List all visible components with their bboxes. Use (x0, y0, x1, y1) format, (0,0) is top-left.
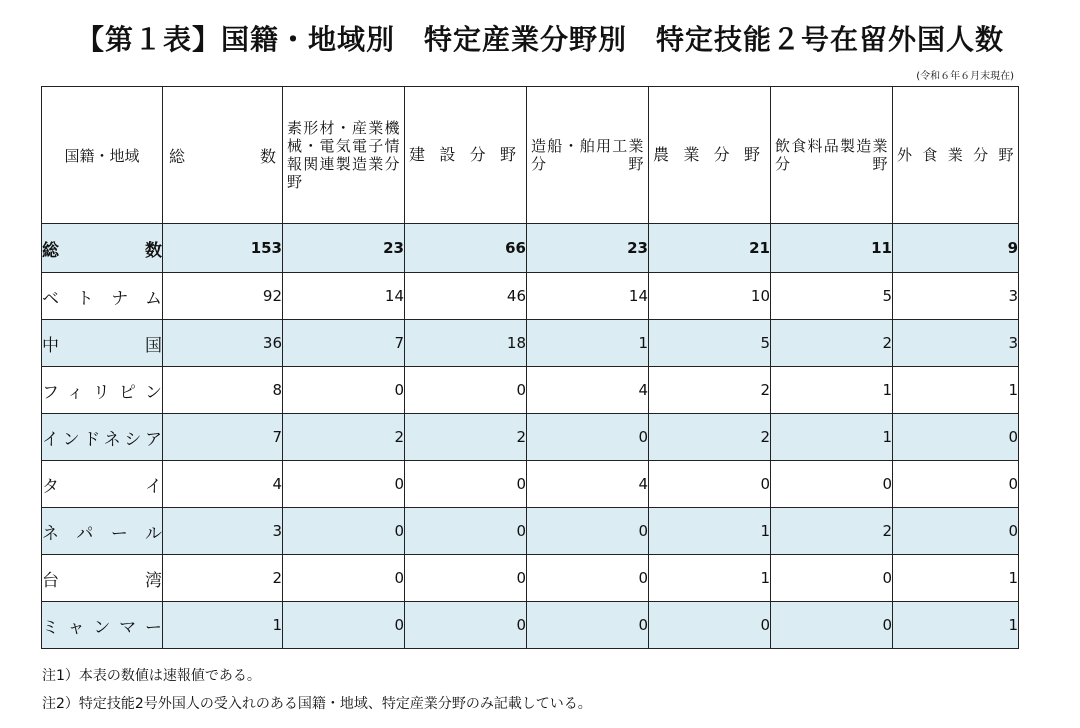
row-category-value: 5 (649, 320, 771, 367)
row-category-value: 1 (893, 367, 1019, 414)
row-category-value: 1 (527, 320, 649, 367)
row-nationality: タイ (42, 461, 163, 508)
row-category-value: 9 (893, 224, 1019, 273)
row-nationality: フィリピン (42, 367, 163, 414)
header-category-label: 造船・舶用工業分野 (531, 137, 644, 173)
header-category-label: 外食業分野 (897, 146, 1014, 164)
row-total-value: 153 (163, 224, 283, 273)
row-category-value: 3 (893, 320, 1019, 367)
row-nationality: インドネシア (42, 414, 163, 461)
row-category-value: 18 (405, 320, 527, 367)
header-total (163, 87, 283, 224)
row-total-value: 3 (163, 508, 283, 555)
row-category-value: 0 (893, 414, 1019, 461)
header-total-left: 総 (169, 146, 186, 166)
table-row (42, 414, 1019, 461)
row-category-value: 0 (405, 367, 527, 414)
row-category-value: 11 (771, 224, 893, 273)
table-row (42, 224, 1019, 273)
row-category-value: 2 (771, 508, 893, 555)
header-category-agriculture (649, 87, 771, 224)
row-category-value: 46 (405, 273, 527, 320)
note-2: 注2）特定技能2号外国人の受入れのある国籍・地域、特定産業分野のみ記載している。 (42, 696, 592, 712)
row-category-value: 0 (527, 414, 649, 461)
header-category-food-service (893, 87, 1019, 224)
table-body (42, 224, 1019, 649)
row-category-value: 0 (283, 367, 405, 414)
row-nationality: ミャンマー (42, 602, 163, 649)
table-row (42, 555, 1019, 602)
row-category-value: 0 (527, 508, 649, 555)
row-category-value: 4 (527, 367, 649, 414)
row-total-value: 92 (163, 273, 283, 320)
row-category-value: 21 (649, 224, 771, 273)
row-category-value: 0 (405, 555, 527, 602)
row-category-value: 7 (283, 320, 405, 367)
header-category-shipbuilding (527, 87, 649, 224)
header-category-label: 建設分野 (409, 145, 522, 164)
row-category-value: 0 (771, 602, 893, 649)
row-category-value: 0 (893, 461, 1019, 508)
table-row (42, 508, 1019, 555)
row-total-value: 4 (163, 461, 283, 508)
row-category-value: 2 (649, 367, 771, 414)
row-category-value: 0 (283, 508, 405, 555)
table-row (42, 273, 1019, 320)
row-category-value: 2 (283, 414, 405, 461)
row-category-value: 23 (283, 224, 405, 273)
header-nationality-label: 国籍・地域 (64, 146, 140, 165)
row-category-value: 0 (283, 461, 405, 508)
row-category-value: 0 (649, 461, 771, 508)
row-total-value: 8 (163, 367, 283, 414)
row-category-value: 1 (649, 555, 771, 602)
statistics-table (41, 86, 1019, 649)
header-row (42, 87, 1019, 224)
row-category-value: 0 (527, 555, 649, 602)
header-category-label: 農業分野 (653, 145, 766, 164)
row-category-value: 0 (283, 602, 405, 649)
header-category-label: 素形材・産業機械・電気電子情報関連製造業分野 (287, 119, 400, 191)
row-category-value: 0 (283, 555, 405, 602)
row-category-value: 14 (283, 273, 405, 320)
page-title: 【第１表】国籍・地域別 特定産業分野別 特定技能２号在留外国人数 (75, 23, 1004, 56)
header-category-label: 飲食料品製造業分野 (775, 137, 888, 173)
row-category-value: 4 (527, 461, 649, 508)
row-category-value: 2 (649, 414, 771, 461)
header-total-right: 数 (259, 146, 276, 166)
row-category-value: 0 (649, 602, 771, 649)
row-category-value: 0 (405, 461, 527, 508)
row-category-value: 2 (771, 320, 893, 367)
row-category-value: 3 (893, 273, 1019, 320)
table-row (42, 602, 1019, 649)
header-category-construction (405, 87, 527, 224)
row-category-value: 0 (405, 508, 527, 555)
row-total-value: 36 (163, 320, 283, 367)
row-category-value: 23 (527, 224, 649, 273)
row-nationality: 総数 (42, 224, 163, 273)
row-category-value: 1 (771, 414, 893, 461)
row-category-value: 1 (771, 367, 893, 414)
row-category-value: 0 (771, 555, 893, 602)
table-row (42, 461, 1019, 508)
note-1: 注1）本表の数値は速報値である。 (42, 668, 261, 684)
row-category-value: 66 (405, 224, 527, 273)
row-category-value: 0 (527, 602, 649, 649)
row-nationality: ネパール (42, 508, 163, 555)
header-category-food-manufacturing (771, 87, 893, 224)
row-category-value: 0 (893, 508, 1019, 555)
header-nationality (42, 87, 163, 224)
row-category-value: 5 (771, 273, 893, 320)
row-total-value: 2 (163, 555, 283, 602)
as-of-date: (令和６年６月末現在) (916, 71, 1014, 82)
row-nationality: ベトナム (42, 273, 163, 320)
row-total-value: 1 (163, 602, 283, 649)
row-total-value: 7 (163, 414, 283, 461)
row-nationality: 中国 (42, 320, 163, 367)
row-category-value: 10 (649, 273, 771, 320)
table-row (42, 367, 1019, 414)
row-nationality: 台湾 (42, 555, 163, 602)
row-category-value: 0 (771, 461, 893, 508)
row-category-value: 0 (405, 602, 527, 649)
row-category-value: 14 (527, 273, 649, 320)
row-category-value: 2 (405, 414, 527, 461)
row-category-value: 1 (893, 555, 1019, 602)
row-category-value: 1 (893, 602, 1019, 649)
row-category-value: 1 (649, 508, 771, 555)
table-row (42, 320, 1019, 367)
header-category-manufacturing (283, 87, 405, 224)
